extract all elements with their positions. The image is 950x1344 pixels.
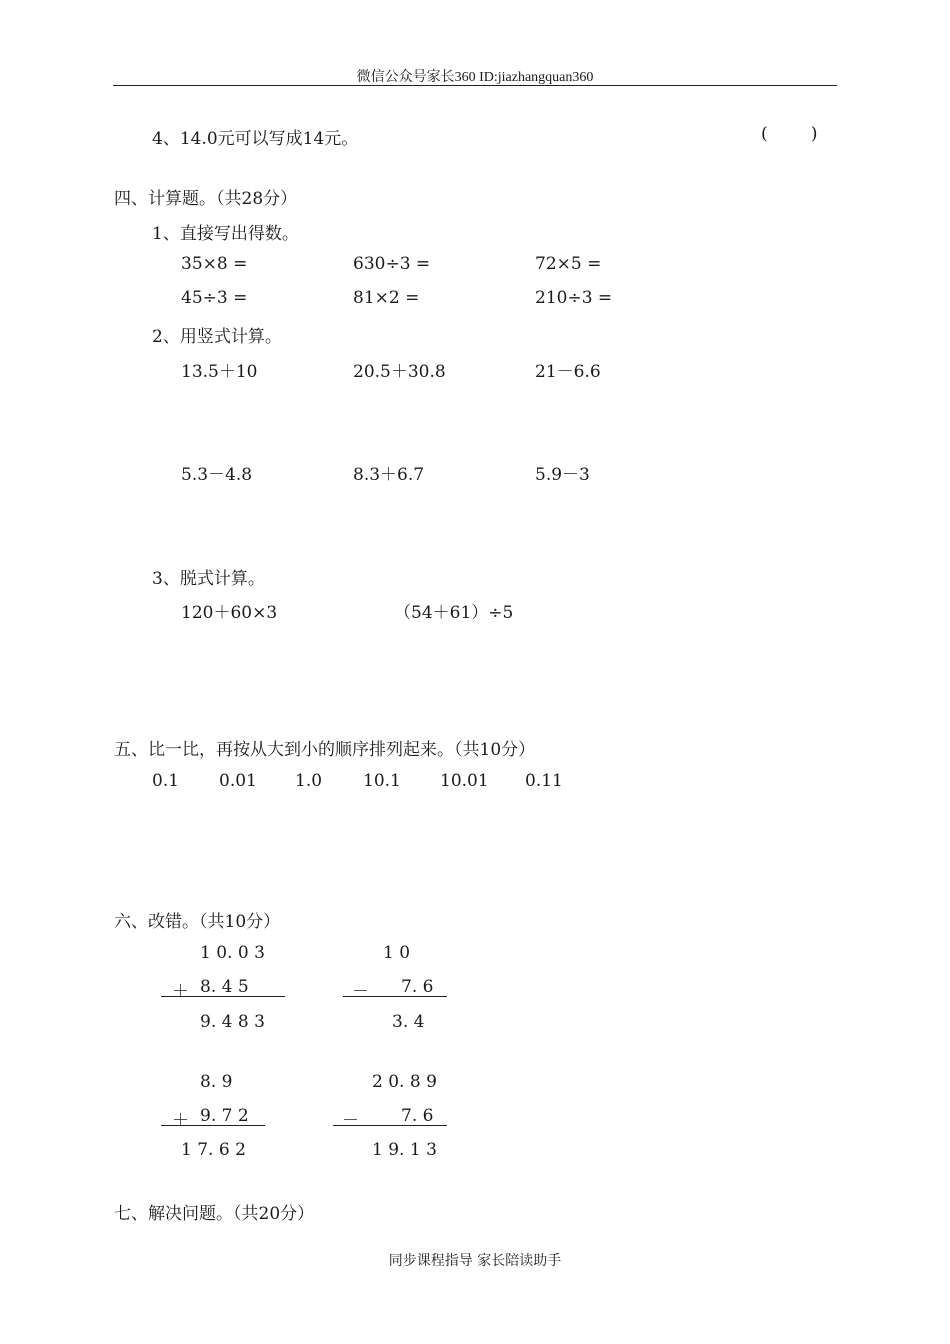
vertical-calc-item: 5.9－3 [535, 465, 590, 485]
header-divider [113, 85, 837, 86]
oral-calc-item: 210÷3 = [535, 288, 613, 308]
compare-number: 0.1 [152, 771, 180, 791]
section6-title: 六、改错。（共10分） [114, 912, 281, 932]
correction-top-number: 1 0 [383, 943, 411, 963]
correction-result: 1 7. 6 2 [181, 1140, 246, 1160]
section4-q1-title: 1、直接写出得数。 [152, 224, 299, 244]
compare-number: 10.01 [440, 771, 489, 791]
correction-operator: ＋ [172, 1111, 189, 1131]
correction-operator: － [342, 1111, 359, 1131]
compare-number: 0.11 [525, 771, 563, 791]
correction-result: 1 9. 1 3 [372, 1140, 437, 1160]
oral-calc-item: 630÷3 = [353, 254, 431, 274]
vertical-calc-item: 20.5＋30.8 [353, 362, 446, 382]
section7-title: 七、解决问题。（共20分） [114, 1204, 315, 1224]
correction-top-number: 8. 9 [200, 1072, 233, 1092]
correction-top-number: 1 0. 0 3 [200, 943, 265, 963]
correction-underline [343, 996, 447, 997]
page-header: 微信公众号家长360 ID:jiazhangquan360 [356, 70, 594, 85]
vertical-calc-item: 8.3＋6.7 [353, 465, 425, 485]
correction-result: 9. 4 8 3 [200, 1012, 265, 1032]
compare-number: 1.0 [295, 771, 323, 791]
page-footer: 同步课程指导 家长陪读助手 [388, 1253, 562, 1269]
compare-number: 0.01 [219, 771, 257, 791]
vertical-calc-item: 21－6.6 [535, 362, 601, 382]
correction-underline [161, 996, 285, 997]
correction-second-number: 7. 6 [401, 1106, 434, 1126]
correction-operator: ＋ [172, 982, 189, 1002]
oral-calc-item: 35×8 = [181, 254, 248, 274]
vertical-calc-item: 5.3－4.8 [181, 465, 253, 485]
correction-second-number: 8. 4 5 [200, 977, 249, 997]
oral-calc-item: 45÷3 = [181, 288, 248, 308]
correction-second-number: 7. 6 [401, 977, 434, 997]
correction-result: 3. 4 [392, 1012, 425, 1032]
oral-calc-item: 81×2 = [353, 288, 420, 308]
section4-q2-title: 2、用竖式计算。 [152, 327, 282, 347]
oral-calc-item: 72×5 = [535, 254, 602, 274]
section5-title: 五、比一比，再按从大到小的顺序排列起来。（共10分） [114, 740, 536, 760]
correction-top-number: 2 0. 8 9 [372, 1072, 437, 1092]
item4-text: 4、14.0元可以写成14元。 [152, 129, 359, 149]
correction-underline [161, 1125, 265, 1126]
correction-operator: － [352, 982, 369, 1002]
compare-number: 10.1 [363, 771, 401, 791]
correction-underline [333, 1125, 447, 1126]
vertical-calc-item: 13.5＋10 [181, 362, 258, 382]
section4-q3-title: 3、脱式计算。 [152, 569, 265, 589]
stepwise-calc-item: 120＋60×3 [181, 603, 278, 623]
stepwise-calc-item: （54＋61）÷5 [394, 603, 514, 623]
item4-answer-parentheses: ( ) [761, 124, 818, 144]
section4-title: 四、计算题。（共28分） [114, 189, 298, 209]
correction-second-number: 9. 7 2 [200, 1106, 249, 1126]
